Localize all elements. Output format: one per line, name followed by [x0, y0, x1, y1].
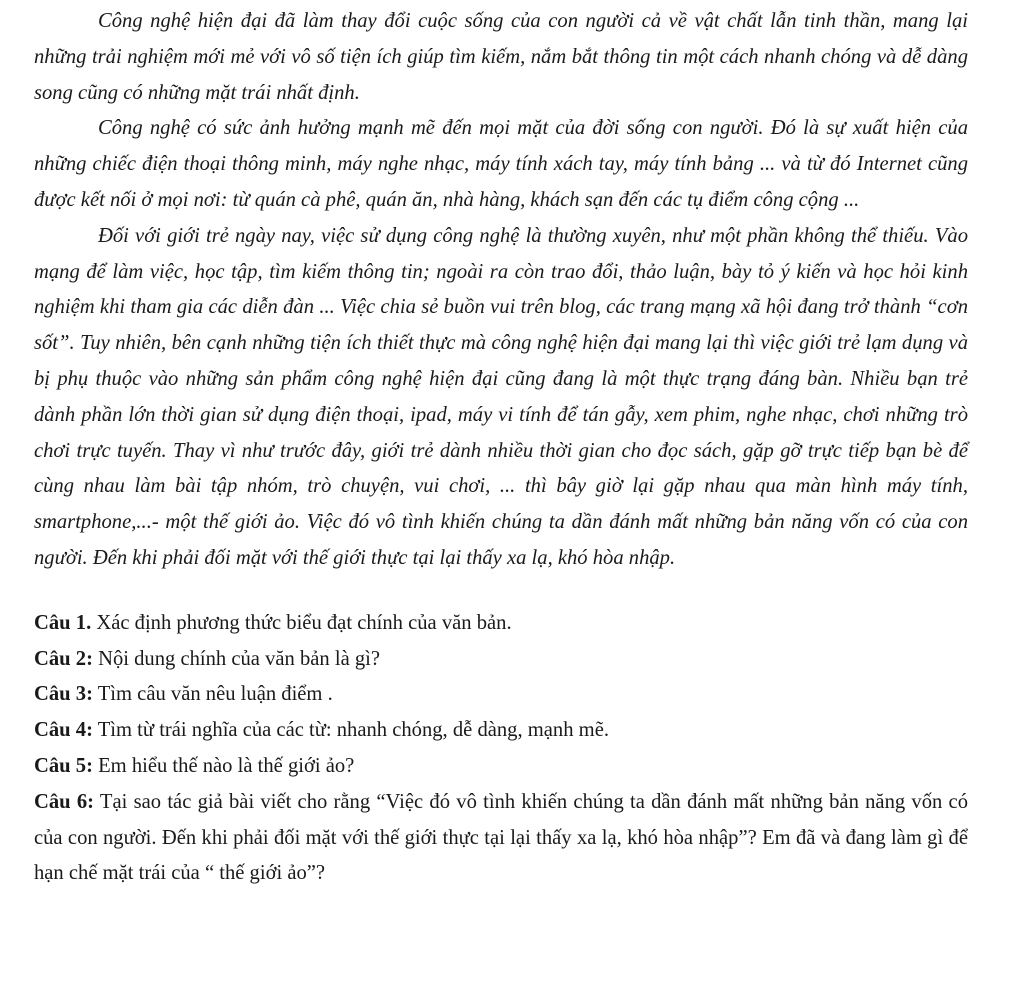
question-1-label: Câu 1. — [34, 611, 92, 634]
question-5-label: Câu 5: — [34, 754, 93, 777]
question-2-label: Câu 2: — [34, 647, 93, 670]
question-6-label: Câu 6: — [34, 790, 95, 813]
question-4-label: Câu 4: — [34, 719, 93, 742]
question-6 — [34, 785, 968, 892]
passage-paragraph-3: Đối với giới trẻ ngày nay, việc sử dụng công nghệ là thường xuyên, như một phần không thể thiếu. Vào mạng để làm việc, học tập, tìm kiếm thông tin; ngoài ra còn trao đổi, thảo luận, bày tỏ ý kiến và học hỏi kinh nghiệm khi tham gia các diễn đàn ... Việc chia sẻ buồn vui trên blog, các trang mạng xã hội đang trở thành “cơn sốt”. Tuy nhiên, bên cạnh những tiện ích thiết thực mà công nghệ hiện đại mang lại thì việc giới trẻ lạm dụng và bị phụ thuộc vào những sản phẩm công nghệ hiện đại cũng đang là một thực trạng đáng bàn. Nhiều bạn trẻ dành phần lớn thời gian sử dụng điện thoại, ipad, máy vi tính để tán gẫy, xem phim, nghe nhạc, chơi những trò chơi trực tuyến. Thay vì như trước đây, giới trẻ dành nhiều thời gian cho đọc sách, gặp gỡ trực tiếp bạn bè để cùng nhau làm bài tập nhóm, trò chuyện, vui chơi, ... thì bây giờ lại gặp nhau qua màn hình máy tính, smartphone,...- một thế giới ảo. Việc đó vô tình khiến chúng ta dần đánh mất những bản năng vốn có của con người. Đến khi phải đối mặt với thế giới thực tại lại thấy xa lạ, khó hòa nhập. — [34, 224, 968, 569]
question-5 — [34, 749, 968, 785]
question-2 — [34, 642, 968, 678]
question-5-text: Em hiểu thế nào là thế giới ảo? — [92, 754, 355, 777]
question-3-label: Câu 3: — [34, 683, 93, 706]
question-2-text: Nội dung chính của văn bản là gì? — [92, 647, 381, 670]
question-4 — [34, 713, 968, 749]
question-1 — [34, 606, 968, 642]
question-3-text: Tìm câu văn nêu luận điểm . — [92, 683, 333, 706]
question-list — [34, 606, 968, 892]
passage-paragraph-2: Công nghệ có sức ảnh hưởng mạnh mẽ đến mọi mặt của đời sống con người. Đó là sự xuất hiện của những chiếc điện thoại thông minh, máy nghe nhạc, máy tính xách tay, máy tính bảng ... và từ đó Internet cũng được kết nối ở mọi nơi: từ quán cà phê, quán ăn, nhà hàng, khách sạn đến các tụ điểm công cộng ... — [34, 117, 968, 211]
question-6-text: Tại sao tác giả bài viết cho rằng “Việc đó vô tình khiến chúng ta dần đánh mất những bản năng vốn có của con người. Đến khi phải đối mặt với thế giới thực tại lại thấy xa lạ, khó hòa nhập”? Em đã và đang làm gì để hạn chế mặt trái của “ thế giới ảo”? — [34, 790, 968, 885]
question-4-text: Tìm từ trái nghĩa của các từ: nhanh chóng, dễ dàng, mạnh mẽ. — [92, 719, 609, 742]
reading-passage — [34, 4, 968, 577]
question-3 — [34, 677, 968, 713]
passage-paragraph-1: Công nghệ hiện đại đã làm thay đổi cuộc sống của con người cả về vật chất lẫn tinh thần, mang lại những trải nghiệm mới mẻ với vô số tiện ích giúp tìm kiếm, nắm bắt thông tin một cách nhanh chóng và dễ dàng song cũng có những mặt trái nhất định. — [34, 10, 968, 104]
question-1-text: Xác định phương thức biểu đạt chính của văn bản. — [91, 611, 512, 634]
